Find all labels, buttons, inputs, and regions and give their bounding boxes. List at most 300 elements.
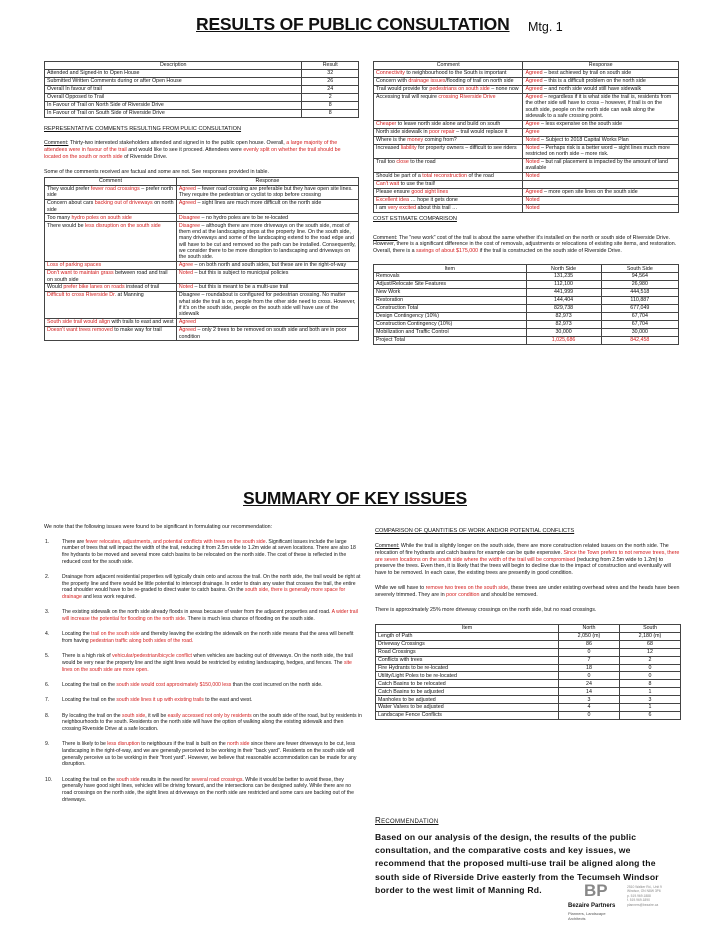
result-value: 26 [302,77,359,85]
comparison-paragraph-2 [375,585,681,599]
text-run: remove two trees on the south side [425,585,509,592]
text-run: Drainage from adjacent residential properties will typically drain onto and across the trail. On the north side, the trail would be right at the property line and there would be little potential to intercept drainage. In order to drain any water that crosses the trail, the entire road shoulder would have to be re-graded to direct water to catch basins. On the [62,574,361,594]
comparison-value: 18 [559,664,620,672]
left-comments-table [44,177,359,341]
comparison-item: Manholes to be adjusted [376,696,559,704]
comparison-item: Landscape Fence Conflicts [376,712,559,720]
right-top-section [373,61,679,345]
text-run: when vehicles are backing out of driveways. On the north side, the trail would be very near the property line and the sight lines would be restricted by existing landscaping, hedges, and fences. The [62,653,353,666]
text-run: – but rail placement is impacted by the amount of land available [525,159,668,172]
comment-cell [45,185,177,199]
text-run: – less expensive on the south side [539,121,623,128]
text-run: Noted [525,173,540,180]
response-cell [523,93,679,120]
cost-value: 441,999 [526,289,601,297]
comment-row [374,181,679,189]
text-run: hydro poles on south side [71,214,132,221]
text-run: While the trail is slightly longer on the south side, there are more construction related issues on the north side. The relocation of fire hydrants and catch basins for example can be quite expensive. [375,542,669,556]
text-run: Agree [525,128,540,135]
key-issue-number: 9. [45,741,50,748]
results-row [45,109,359,117]
comparison-label: Comment: [375,542,400,549]
left-comments-header-comment: Comment [45,177,177,185]
comment-row [45,200,359,214]
text-run: Agree [525,121,540,128]
text-run: Locating the trail on the [62,682,117,688]
text-run: Agreed [178,186,196,193]
comparison-table [375,624,681,720]
cost-row [374,320,679,328]
comparison-value: 2,180 (m) [620,632,681,640]
comparison-value: 0 [559,648,620,656]
result-value: 24 [302,85,359,93]
comparison-value: 7 [559,656,620,664]
text-run: backing out of driveways [94,200,153,207]
text-run: Disagree [178,222,201,229]
cost-table [373,264,679,344]
text-run: and less work required. [81,593,136,600]
cost-item: Construction Contingency (10%) [374,320,527,328]
comparison-value: 2,050 (m) [559,632,620,640]
result-value: 32 [302,69,359,77]
comparison-value: 4 [559,704,620,712]
cost-row [374,336,679,344]
key-issue-number: 4. [45,631,50,638]
text-run: trail on the south side [91,631,140,638]
response-cell [176,185,358,199]
rep-comment-label: Comment: [44,140,69,147]
cost-row [374,273,679,281]
text-run: to the road [408,159,436,166]
comparison-item: Length of Path [376,632,559,640]
meeting-label: Mtg. 1 [528,20,563,34]
text-run: about this trail … [416,205,458,212]
right-comments-body [374,69,679,212]
text-run: . While it would be better to avoid these, they generally have good sight lines, vehicles will be driving forward, and the intersections can be designed safely. While there are no road crossings on the north side, the sight lines at driveways on the north side are restricted and some cars are backing out of the driveways. [62,776,354,803]
text-run: fewer road crossings [90,186,140,193]
response-cell [523,77,679,85]
key-issue-number: 8. [45,712,50,719]
text-run: – no hydro poles are to be re-located [200,214,289,221]
summary-title: SUMMARY OF KEY ISSUES [243,488,467,508]
key-issue-item [45,609,362,622]
cost-comment-t1: The "new work" cost of the trail is about the same whether it's installed on the north or south side of Riverside Drive. However, there is a significant difference in the cost of removals, adjustments or relocations of existing site items, and restoration. Overall, there is a [373,234,677,255]
comparison-body [376,632,681,719]
comparison-row [376,712,681,720]
logo-tagline: Planners, Landscape Architects [568,911,606,922]
text-run: with trails to east and west [110,319,174,326]
text-run: Noted [178,270,194,277]
cost-value: 110,887 [601,296,678,304]
cost-comment-t2: if the trail is constructed on the south side of Riverside Drive. [478,248,622,255]
cost-row [374,304,679,312]
text-run: of the road [467,173,494,180]
comparison-row [376,640,681,648]
text-run: – fewer road crossing are preferable but they have open site lines. They require the pedestrian or cyclist to stop before crossing [178,186,353,199]
comment-cell [45,319,177,327]
text-run: – only 2 trees to be removed on south side and both are in poor condition [178,327,347,340]
text-run: results in the need for [139,776,192,783]
result-value: 8 [302,101,359,109]
key-issue-number: 1. [45,538,50,545]
cost-value: 131,235 [526,273,601,281]
comparison-header-south: South [620,624,681,632]
comment-cell [374,69,523,77]
comparison-value: 3 [559,696,620,704]
comparison-item: Catch Basins to be adjusted [376,688,559,696]
cost-header-north: North Side [526,265,601,273]
text-run: Disagree [178,214,201,221]
text-run: Disagree [178,292,201,299]
key-issue-item [45,741,362,768]
text-run: … hope it gets done [408,197,458,204]
comparison-value: 24 [559,680,620,688]
comment-row [45,327,359,341]
text-run: for property owners – difficult to see riders [416,144,517,151]
results-row [45,85,359,93]
text-run: . Significant issues include the large number of trees that will impact the width of the trail, reducing it from 2.5m wide to 1.2m wide at seven locations. There are also 18 fire hydrants to be moved and several more catch basins to be relocated on the north side. The cost of these is reflected in the reduced cost for the south side. [62,538,356,565]
response-cell [523,128,679,136]
cost-value: 112,100 [526,281,601,289]
recommendation-heading: Recommendation [375,816,439,825]
text-run: Noted [525,205,540,212]
text-run: Doesn't want trees removed [47,327,113,334]
text-run: coming from? [423,136,457,143]
text-run: Concern about cars [47,200,95,207]
text-run: Locating the [62,631,92,638]
text-run: – prefer north side [47,186,174,199]
text-run: Should be part of a [376,173,423,180]
logo-mark: BP [584,881,608,900]
cost-item: Adjust/Relocate Site Features [374,281,527,289]
comparison-value: 14 [559,688,620,696]
left-comments-header-response: Response [176,177,358,185]
right-comments-table [373,61,679,213]
comment-cell [45,327,177,341]
response-cell [523,120,679,128]
comparison-item: Catch Basins to be relocated [376,680,559,688]
result-description: Attended and Signed-in to Open House [45,69,302,77]
comparison-value: 68 [620,640,681,648]
comment-cell [374,85,523,93]
text-run: There would be [47,222,85,229]
text-run: There is likely to be [62,741,108,748]
text-run: Please ensure [376,189,412,196]
cost-value: 67,704 [601,320,678,328]
cost-body [374,273,679,344]
text-run: Agreed [525,70,543,77]
comment-row [374,188,679,196]
comparison-item: Driveway Crossings [376,640,559,648]
comment-cell [45,284,177,292]
results-row [45,101,359,109]
response-cell [523,136,679,144]
text-run: total reconstruction [422,173,467,180]
comment-cell [374,196,523,204]
address-line: p. 519.969.1888 [627,893,651,898]
rep-comment-t3: of Riverside Drive. [122,154,168,161]
text-run: good sight lines [411,189,449,196]
text-run: Agree [178,262,194,269]
comment-row [374,93,679,120]
cost-row [374,328,679,336]
comparison-row [376,656,681,664]
text-run: south side, there is generally more space for drainage [62,587,346,600]
cost-value: 842,458 [601,336,678,344]
cost-value: 82,973 [526,312,601,320]
text-run: Noted [525,159,540,166]
text-run: Trail would provide for [376,86,430,93]
rep-intro: Some of the comments received are factual and some are not. See responses provided in table. [44,169,269,175]
text-run: By locating the trail on the [62,712,123,719]
response-cell [176,327,358,341]
comparison-section [375,528,681,720]
comparison-value: 8 [620,680,681,688]
text-run: Agreed [178,200,196,207]
comparison-value: 0 [620,672,681,680]
text-run: north side [227,741,250,748]
text-run: on north side [47,200,174,213]
comment-row [374,77,679,85]
comment-cell [374,158,523,172]
comparison-paragraph-1 [375,543,681,577]
text-run: /flooding of trail on north side [445,78,514,85]
rep-comment-t1: Thirty-two interested stakeholders attended and signed in to the public open house. Overall, [68,140,287,147]
text-run: Noted [525,144,540,151]
text-run: between road and trail on south side [47,270,168,283]
results-row [45,77,359,85]
key-issue-item [45,682,362,689]
text-run: Increased [376,144,401,151]
text-run: Noted [178,284,194,291]
text-run: pedestrian traffic along both sides of the road. [90,637,194,644]
response-cell [523,173,679,181]
recommendation-text: Based on our analysis of the design, the results of the public consultation, and the comparative costs and key issues, we recommend that the proposed multi-use trail be aligned along the south side of Riverside Drive easterly from the Tecumseh Windsor border to the west limit of Manning Rd. [375,831,659,895]
comment-cell [374,188,523,196]
text-run: Excellent idea [376,197,409,204]
text-run: and should be removed. [479,592,538,599]
text-run: – this is a difficult problem on the north side [542,78,646,85]
text-run: vehicular/pedestrian/bicycle conflict [112,653,192,660]
cost-comment-label: Comment: [373,234,398,241]
text-run: Agreed [525,189,543,196]
response-cell [523,85,679,93]
comment-cell [374,173,523,181]
comparison-header-item: Item [376,624,559,632]
text-run: Can't wait [376,181,400,188]
result-description: Overall Opposed to Trail [45,93,302,101]
address-line: 2510 Walker Rd., Unit 9 [627,885,662,889]
address-line: f. 519.969.1890 [627,898,650,903]
comment-row [45,269,359,283]
text-run: A wider trail will increase the potential for flooding on the north side [62,609,358,622]
cost-item: Project Total [374,336,527,344]
text-run: to leave north side alone and build on south [396,121,501,128]
text-run: easily accessed not only by residents [167,712,252,719]
response-cell [176,269,358,283]
text-run: Don't want to maintain grass [47,270,114,277]
text-run: south side would cost approximately $150,000 less [116,682,232,688]
text-run: Loss of parking spaces [47,262,102,269]
text-run: less disruption [107,741,140,748]
cost-row [374,281,679,289]
text-run: very excited [387,205,417,212]
comparison-value: 86 [559,640,620,648]
comment-cell [374,93,523,120]
rep-comments-heading: REPRESENTATIVE COMMENTS RESULTING FROM PULIC CONSULTATION [44,125,242,132]
cost-value: 67,704 [601,312,678,320]
comparison-row [376,680,681,688]
response-cell [176,214,358,222]
comment-row [374,120,679,128]
comparison-value: 0 [559,712,620,720]
text-run: poor condition [446,592,480,599]
comparison-row [376,688,681,696]
text-run: to neighbours if the trail is built on the [139,741,228,748]
text-run: – none now [489,86,519,93]
comparison-value: 1 [620,688,681,696]
text-run: I am [376,205,388,212]
text-run: – although there are more driveways on the south side, most of them end at the landscaping steps at the property line. On the south side, many driveways and some of the landscaping extend to the road edge and will have to be cut and removed so the path can be installed. Consequently, we consider there to be more disruption to landscaping and driveways on the south side. [178,222,356,261]
text-run: – Subject to 2018 Capital Works Plan [539,136,629,143]
comment-row [45,222,359,262]
comment-row [45,261,359,269]
comparison-value: 2 [620,656,681,664]
text-run: While we will have to [375,585,426,592]
text-run: Noted [525,136,540,143]
comparison-item: Utility/Light Poles to be re-located [376,672,559,680]
comment-row [374,196,679,204]
left-comments-body [45,185,359,341]
text-run: Difficult to cross Riverside Dr. [47,292,117,299]
key-issue-item [45,712,362,733]
text-run: than the cost incurred on the north side. [231,682,323,688]
right-comments-header-response: Response [523,62,679,70]
key-issue-number: 10. [45,776,53,783]
cost-value: 30,000 [526,328,601,336]
key-issue-item [45,776,362,803]
result-description: Submitted Written Comments during or after Open House [45,77,302,85]
response-cell [176,261,358,269]
comment-row [374,69,679,77]
comparison-value: 0 [559,672,620,680]
text-run: close [396,159,409,166]
cost-row [374,312,679,320]
comment-cell [374,120,523,128]
text-run: drainage issues [408,78,446,85]
text-run: North side sidewalk in [376,128,429,135]
text-run: – sight lines are much more difficult on the north side [195,200,322,207]
text-run: Trail too [376,159,397,166]
text-run: , it will be [145,712,168,719]
response-cell [176,292,358,319]
text-run: – more open site lines on the south side [542,189,638,196]
key-issue-item [45,538,362,565]
comment-row [374,128,679,136]
results-section [44,61,359,341]
cost-item: Construction Total [374,304,527,312]
cost-comment-paragraph [373,235,679,256]
comment-row [374,173,679,181]
text-run: Agreed [525,78,543,85]
text-run: at Manning [116,292,144,299]
key-issue-item [45,574,362,600]
cost-value: 26,980 [601,281,678,289]
text-run: Concern with [376,78,409,85]
text-run: Accessing trail will require [376,94,439,101]
comment-row [374,136,679,144]
text-run: since there are fewer driveways to be cut, less landscaping in the right-of-way, and we are generally perceived to be working in their "back yard". Residents on the south side will generally perceive us to be working in their "front yard". However, we believe that reasonable accommodation can be made for any disruption. [62,741,357,768]
comparison-row [376,648,681,656]
cost-comment-r1: savings of about $175,000 [415,248,479,255]
text-run: south side lines it up with existing trails [116,697,204,704]
text-run: – and north side would still have sidewalk [542,86,642,93]
comparison-row [376,704,681,712]
cost-value: 94,564 [601,273,678,281]
comparison-item: Fire Hydrants to be re-located [376,664,559,672]
rep-comment-r1: a large majority of the attendees were in favour of the trail [44,140,338,154]
page-title: RESULTS OF PUBLIC CONSULTATION [196,14,510,34]
cost-item: New Work [374,289,527,297]
comparison-heading: COMPARISON OF QUANTITIES OF WORK AND/OR POTENTIAL CONFLICTS [375,528,575,534]
comparison-value: 6 [620,712,681,720]
comment-cell [45,261,177,269]
comment-row [374,158,679,172]
cost-value: 1,025,686 [526,336,601,344]
text-run: south side [116,776,140,783]
text-run: Agreed [525,86,543,93]
cost-row [374,296,679,304]
key-issue-item [45,631,362,644]
response-cell [523,69,679,77]
text-run: Noted [525,197,540,204]
text-run: Locating the trail on the [62,776,117,783]
text-run: Agreed [178,319,196,326]
response-cell [523,181,679,189]
text-run: – Perhaps risk is a better word – sight lines much more restricted on north side – more risk. [525,144,670,158]
text-run: Agreed [178,327,196,334]
text-run: Connectivity [376,70,405,77]
text-run: – regardless if it is what side the trail is, residents from the other side will have to cross – however, if trail is on the south side, people on the north side can walk along the sidewalk to a safe crossing point. [525,94,672,120]
text-run: (reducing from 2.5m wide to 1.2m) to preserve the trees. Even then, it is likely that the trees will begin to decline due to the impact of construction and eventually will have to be removed. In each case, the existing trees are presently in good condition. [375,556,671,577]
text-run: to use the trail! [399,181,436,188]
text-run: south side [122,712,146,719]
text-run: pedestrians on south side [429,86,490,93]
address-line: Windsor, ON N8W 3P6 [627,889,661,894]
text-run: They would prefer [47,186,91,193]
comment-row [374,204,679,212]
text-run: Would [47,284,64,291]
key-issue-item [45,697,362,704]
text-run: There is a high risk of [62,653,113,660]
results-row [45,93,359,101]
comment-row [45,284,359,292]
response-cell [523,188,679,196]
comment-cell [374,144,523,158]
text-run: liability [400,144,417,151]
cost-value: 144,404 [526,296,601,304]
response-cell [176,200,358,214]
text-run: . There is much less chance of flooding on the south side. [184,615,315,622]
text-run: – trail would replace it [454,128,508,135]
text-run: Since the Town prefers to not remove trees, there are seven locations on the south side where the width of the trail will be compromised [375,549,680,563]
comparison-row [376,672,681,680]
comment-cell [374,181,523,189]
comment-row [45,292,359,319]
text-run: , these trees are under existing overhead wires and the heads have been severely trimmed. They are in [375,585,680,599]
comment-cell [45,269,177,283]
text-run: The existing sidewalk on the north side already floods in areas because of water from the adjacent properties and road. [62,609,332,616]
